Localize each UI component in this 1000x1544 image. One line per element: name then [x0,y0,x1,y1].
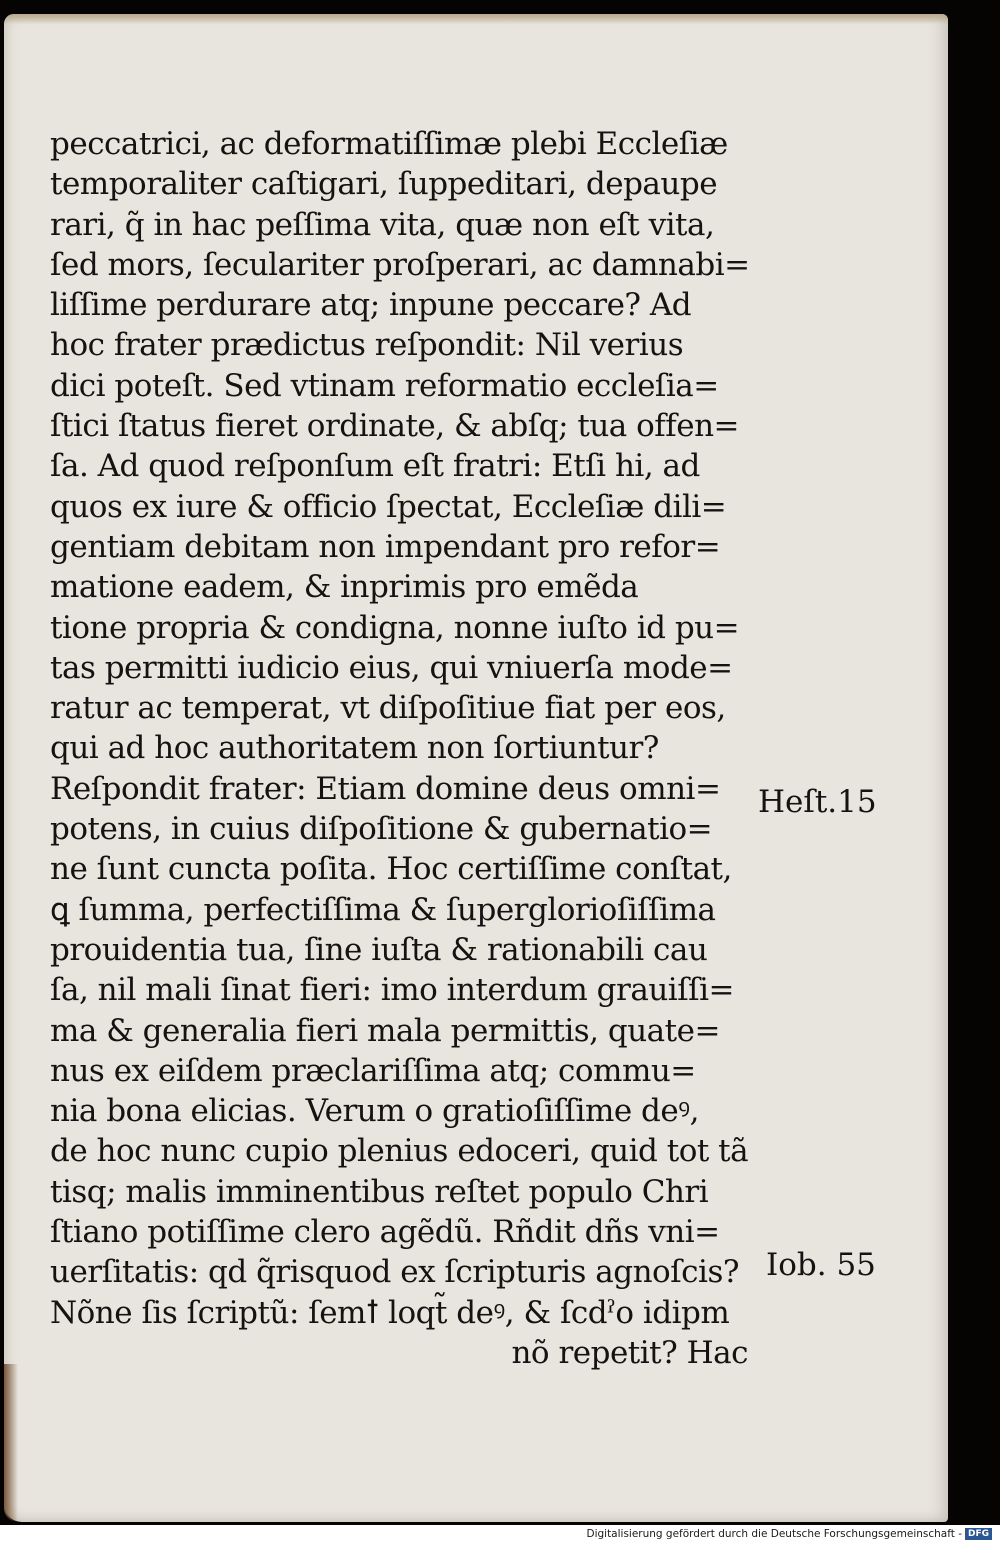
text-line: rari, q̃ in hac peſſima vita, quæ non eſt vita, [50,206,715,243]
text-line: prouidentia tua, ſine iuſta & rationabili cau [50,931,708,968]
text-line: gentiam debitam non impendant pro refor= [50,528,721,565]
text-line: ꝗ ſumma, perfectiſſima & ſuperglorioſiſſima [50,891,716,928]
text-line: ſa. Ad quod reſponſum eſt fratri: Etſi hi, ad [50,448,700,485]
page-worn-corner [4,1364,18,1522]
marginal-note-reference: Heſt.15 [758,784,877,820]
page-top-edge [4,14,948,24]
text-line: nia bona elicias. Verum o gratioſiſſime deꝰ, [50,1093,699,1130]
text-line: ſtici ſtatus fieret ordinate, & abſq; tua offen= [50,408,740,445]
text-line: tione propria & condigna, nonne iuſto id pu= [50,609,740,646]
text-line: Reſpondit frater: Etiam domine deus omni= [50,770,721,807]
text-line: de hoc nunc cupio plenius edoceri, quid tot tã [50,1133,749,1170]
text-line: ratur ac temperat, vt diſpoſitiue fiat per eos, [50,690,726,727]
text-line: ſed mors, ſeculariter proſperari, ac damnabi= [50,246,750,283]
text-line: ne ſunt cuncta poſita. Hoc certiſſime conſtat, [50,851,732,888]
text-line: ma & generalia fieri mala permittis, quate= [50,1012,720,1049]
text-line: temporaliter caſtigari, ſuppeditari, depaupe [50,166,718,203]
text-line: liſſime perdurare atq; inpune peccare? Ad [50,287,692,324]
text-line: tas permitti iudicio eius, qui vniuerſa mode= [50,649,733,686]
body-text [50,124,750,1373]
marginal-note-reference: Iob. 55 [766,1247,876,1283]
text-line: uerſitatis: qd q̃risquod ex ſcripturis agnoſcis? [50,1254,739,1291]
text-line: ſtiano potiſſime clero agẽdũ. Rñdit dñs vni= [50,1214,720,1251]
text-line: hoc frater prædictus reſpondit: Nil verius [50,327,684,364]
text-line: peccatrici, ac deformatiſſimæ plebi Eccleſiæ [50,126,728,162]
text-line: matione eadem, & inprimis pro emẽda [50,569,639,606]
dfg-logo: DFG [965,1528,992,1540]
text-line: dici poteſt. Sed vtinam reformatio eccleſia= [50,367,719,404]
text-line: quos ex iure & officio ſpectat, Eccleſiæ dili= [50,488,727,525]
text-line: tisq; malis imminentibus reſtet populo Chri [50,1173,709,1210]
text-line: Nõne ſis ſcriptũ: ſemꝉ loqt̃ deꝰ, & ſcdˀo idipm [50,1294,730,1331]
text-line: nus ex eiſdem præclariſſima atq; commu= [50,1052,696,1089]
text-line: potens, in cuius diſpoſitione & gubernatio= [50,811,713,848]
catchword-line: nõ repetit? Hac [511,1334,748,1371]
digitization-footer [0,1525,1000,1544]
text-line: qui ad hoc authoritatem non ſortiuntur? [50,730,659,767]
text-line: ſa, nil mali ſinat fieri: imo interdum grauiſſi= [50,972,735,1009]
funding-credit: Digitalisierung gefördert durch die Deutsche Forschungsgemeinschaft - [586,1528,962,1540]
